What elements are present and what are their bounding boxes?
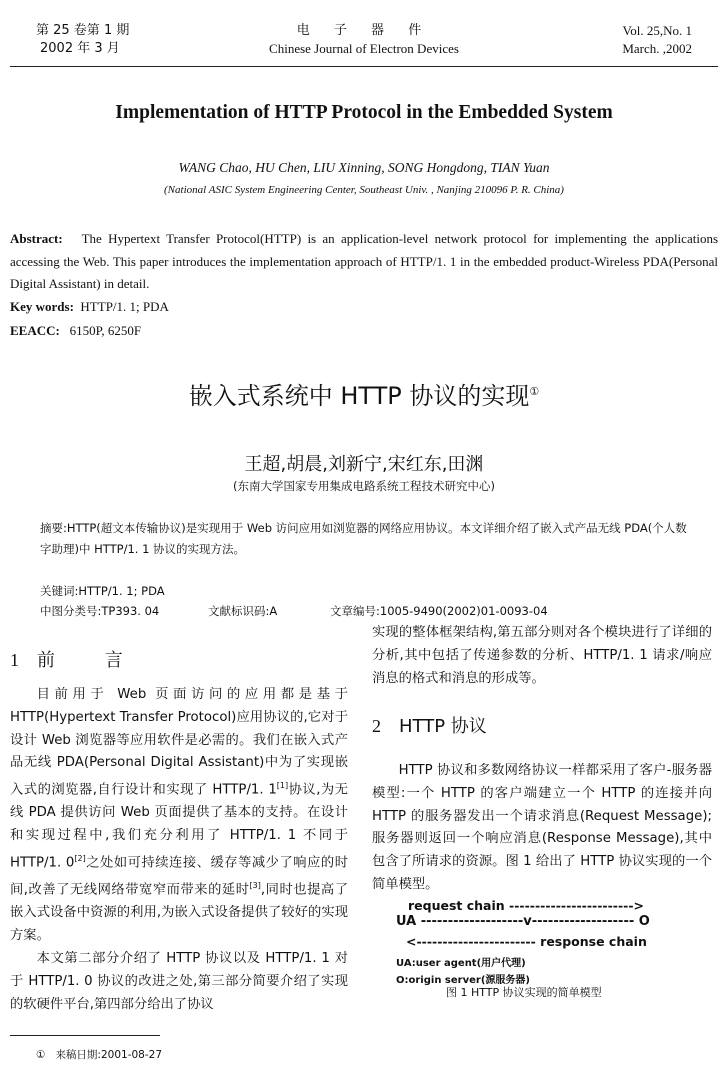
chinese-title-text: 嵌入式系统中 HTTP 协议的实现	[188, 382, 530, 410]
section-2-body	[372, 760, 712, 897]
english-abstract	[10, 228, 718, 296]
chinese-title	[0, 376, 728, 411]
clc-number: 中图分类号:TP393. 04	[40, 604, 160, 618]
text-run: 之处如可持续连接、缓存等减少了响应的时间,改善了无线网络带宽窄而带来的延时	[10, 855, 348, 898]
date-en: March. ,2002	[622, 41, 692, 56]
section-2-heading	[372, 712, 487, 738]
left-column-body	[10, 684, 348, 1016]
section-title: HTTP 协议	[399, 716, 487, 737]
ua-legend: UA:user agent(用户代理)	[396, 958, 526, 969]
journal-volume-en	[622, 22, 692, 58]
header-rule	[10, 66, 718, 67]
citation: [2]	[74, 854, 86, 863]
figure-1-caption: 图 1 HTTP 协议实现的简单模型	[446, 986, 602, 999]
issue-volume: 第 25 卷第 1 期	[36, 23, 130, 38]
journal-name-en: Chinese Journal of Electron Devices	[269, 41, 459, 56]
section-1-heading	[10, 646, 145, 672]
english-eeacc	[10, 320, 141, 343]
abstract-label: Abstract:	[10, 231, 63, 246]
right-column-continuation: 实现的整体框架结构,第五部分则对各个模块进行了详细的分析,其中包括了传递参数的分析、HTTP/1. 1 请求/响应消息的格式和消息的形成等。	[372, 625, 712, 686]
text-run: ,同时也提高了嵌入式设备中资源的利用,为嵌入式设备提供了较好的实现方案。	[10, 882, 348, 944]
english-title: Implementation of HTTP Protocol in the Embedded System	[115, 102, 613, 123]
keywords-label: Key words:	[10, 299, 74, 314]
classification-row	[40, 601, 548, 621]
article-number: 文章编号:1005-9490(2002)01-0093-04	[330, 604, 548, 618]
footnote-mark: ①	[36, 1049, 46, 1061]
response-chain-line: <----------------------- response chain	[406, 934, 647, 949]
footnote	[36, 1047, 162, 1062]
section-number: 1	[10, 650, 19, 670]
eeacc-text: 6150P, 6250F	[69, 323, 142, 338]
journal-name-cn: 电 子 器 件	[296, 23, 432, 38]
english-authors: WANG Chao, HU Chen, LIU Xinning, SONG Hongdong, TIAN Yuan	[178, 160, 550, 175]
chinese-abstract: 摘要:HTTP(超文本传输协议)是实现用于 Web 访问应用如浏览器的网络应用协议。本文详细介绍了嵌入式产品无线 PDA(个人数字助理)中 HTTP/1. 1 协议的实现方法。	[40, 521, 687, 556]
text-run: 协议,为无线 PDA 提供访问 Web 页面提供了基本的支持。在设计和实现过程中,我们充分利用了 HTTP/1. 1 不同于 HTTP/1. 0	[10, 782, 348, 871]
text-run: 目前用于 Web 页面访问的应用都是基于 HTTP(Hypertext Transfer Protocol)应用协议的,它对于设计 Web 浏览器等应用软件是必需的。我们在嵌入式产品无线 PDA(Personal Digital Assistant)中为了实现嵌入式的浏览器,自行设计和实现了 HTTP/1. 1	[10, 687, 348, 798]
chinese-authors: 王超,胡晨,刘新宁,宋红东,田渊	[244, 454, 484, 475]
origin-legend: O:origin server(源服务器)	[396, 975, 530, 986]
english-affiliation: (National ASIC System Engineering Center, Southeast Univ. , Nanjing 210096 P. R. China)	[164, 184, 564, 196]
section-number: 2	[372, 716, 381, 736]
ua-origin-line: UA -------------------v------------------- O	[396, 914, 650, 929]
citation: [1]	[276, 781, 289, 791]
abstract-text: The Hypertext Transfer Protocol(HTTP) is an application-level network protocol for implementing the applications accessing the Web. This paper introduces the implementation approach of HTTP/1. 1 in the embedded product-Wireless PDA(Personal Digital Assistant) in detail.	[10, 231, 718, 291]
issue-date: 2002 年 3 月	[40, 41, 120, 56]
chinese-affiliation: (东南大学国家专用集成电路系统工程技术研究中心)	[233, 479, 495, 493]
paragraph	[10, 684, 348, 948]
figure-1-diagram	[380, 898, 710, 986]
citation: [3]	[249, 881, 261, 891]
journal-name	[0, 22, 728, 58]
footnote-text: 来稿日期:2001-08-27	[55, 1049, 162, 1061]
paragraph: 本文第二部分介绍了 HTTP 协议以及 HTTP/1. 1 对于 HTTP/1. 0 协议的改进之处,第三部分简要介绍了实现的软硬件平台,第四部分给出了协议	[10, 951, 348, 1012]
paragraph: HTTP 协议和多数网络协议一样都采用了客户-服务器模型:一个 HTTP 的客户端建立一个 HTTP 的连接并向 HTTP 的服务器发出一个请求消息(Request Message);服务器则返回一个响应消息(Response Message),其中包含了所请求的资源。图 1 给出了 HTTP 协议实现的一个简单模型。	[372, 763, 712, 892]
request-chain-line: request chain ------------------------>	[408, 898, 644, 913]
document-code: 文献标识码:A	[208, 604, 278, 618]
eeacc-label: EEACC:	[10, 323, 60, 338]
chinese-keywords: 关键词:HTTP/1. 1; PDA	[40, 584, 165, 598]
volume-en: Vol. 25,No. 1	[622, 23, 692, 38]
footnote-rule	[10, 1035, 160, 1036]
chinese-meta	[40, 581, 548, 621]
keywords-text: HTTP/1. 1; PDA	[80, 299, 169, 314]
section-title: 前 言	[37, 650, 145, 671]
title-footnote-mark: ①	[529, 386, 540, 398]
english-keywords	[10, 296, 169, 319]
